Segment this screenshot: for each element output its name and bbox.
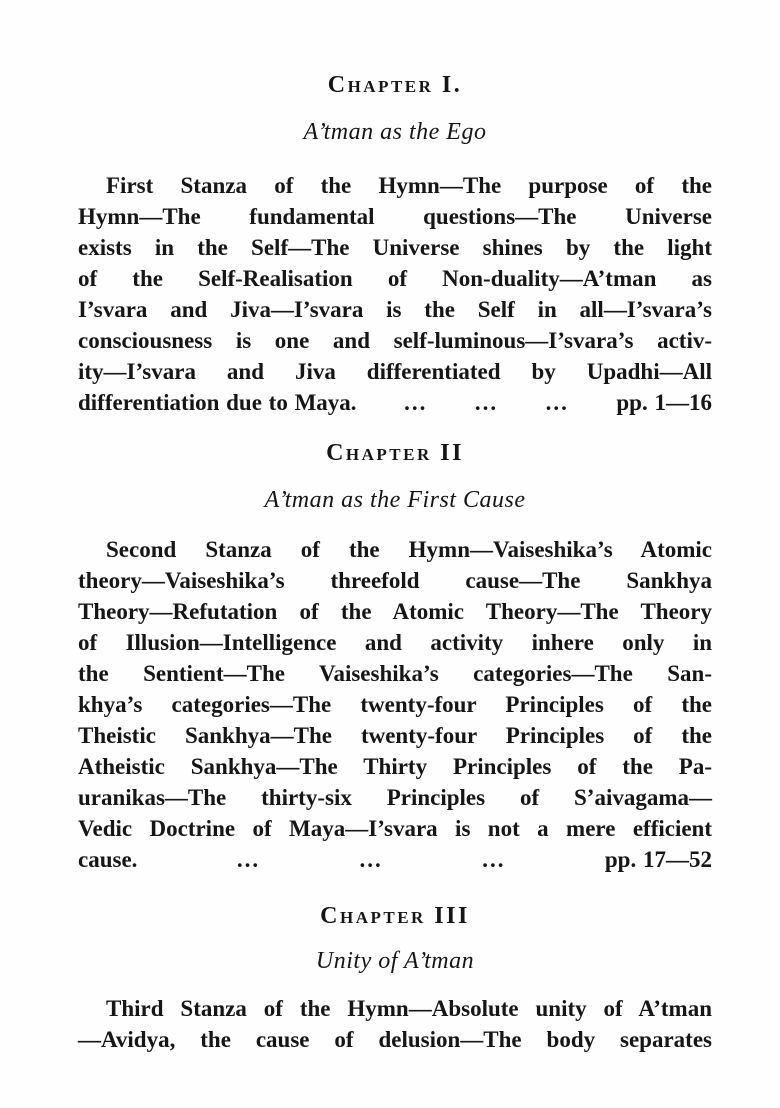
text-line: of the Self-Realisation of Non-duality—A’tman as [78, 266, 712, 291]
text-line: Atheistic Sankhya—The Thirty Principles of the Pa- [78, 754, 712, 779]
chapter-1-section [78, 72, 712, 418]
text-line: the Sentient—The Vaiseshika’s categories—The San- [78, 661, 712, 686]
text-line: uranikas—The thirty-six Principles of S’aivagama— [78, 785, 712, 810]
dot-leader: ... [359, 847, 383, 872]
text-line: Third Stanza of the Hymn—Absolute unity of A’tman [106, 996, 712, 1021]
dot-leader: ... [482, 847, 506, 872]
chapter-2-heading: Chapter II [326, 440, 464, 466]
text-line: theory—Vaiseshika’s threefold cause—The Sankhya [78, 568, 712, 593]
closing-line [78, 844, 712, 875]
chapter-1-subtitle: A’tman as the Ego [303, 119, 487, 145]
chapter-3-summary [78, 993, 712, 1055]
closing-line [78, 387, 712, 418]
text-line: Theistic Sankhya—The twenty-four Principles of the [78, 723, 712, 748]
text-line: Vedic Doctrine of Maya—I’svara is not a mere efficient [78, 816, 712, 841]
text-line: First Stanza of the Hymn—The purpose of the [106, 173, 712, 198]
text-line: —Avidya, the cause of delusion—The body separates [78, 1027, 712, 1052]
chapter-2-section [78, 440, 712, 875]
closing-text: differentiation due to Maya. [78, 390, 357, 415]
chapter-1-summary [78, 170, 712, 418]
text-line: exists in the Self—The Universe shines by the light [78, 235, 712, 260]
chapter-3-section [78, 903, 712, 1055]
text-line: Second Stanza of the Hymn—Vaiseshika’s Atomic [106, 537, 712, 562]
text-line: of Illusion—Intelligence and activity inhere only in [78, 630, 712, 655]
dot-leader: ... [236, 847, 261, 872]
page-range: pp. 1—16 [616, 390, 712, 415]
text-line: consciousness is one and self-luminous—I’svara’s activ- [78, 328, 712, 353]
chapter-2-summary [78, 534, 712, 875]
text-line: Hymn—The fundamental questions—The Universe [78, 204, 712, 229]
page-range: pp. 17—52 [604, 847, 712, 872]
chapter-3-heading: Chapter III [320, 903, 470, 929]
text-line: ity—I’svara and Jiva differentiated by Upadhi—All [78, 359, 712, 384]
dot-leader: ... [474, 390, 499, 415]
chapter-1-heading: Chapter I. [327, 72, 463, 98]
chapter-3-subtitle: Unity of A’tman [315, 948, 475, 974]
text-line: khya’s categories—The twenty-four Principles of the [78, 692, 712, 717]
text-line: Theory—Refutation of the Atomic Theory—The Theory [78, 599, 712, 624]
text-line: I’svara and Jiva—I’svara is the Self in all—I’svara’s [78, 297, 712, 322]
dot-leader: ... [545, 390, 569, 415]
chapter-2-subtitle: A’tman as the First Cause [264, 487, 526, 513]
dot-leader: ... [404, 390, 428, 415]
closing-text: cause. [78, 847, 138, 872]
